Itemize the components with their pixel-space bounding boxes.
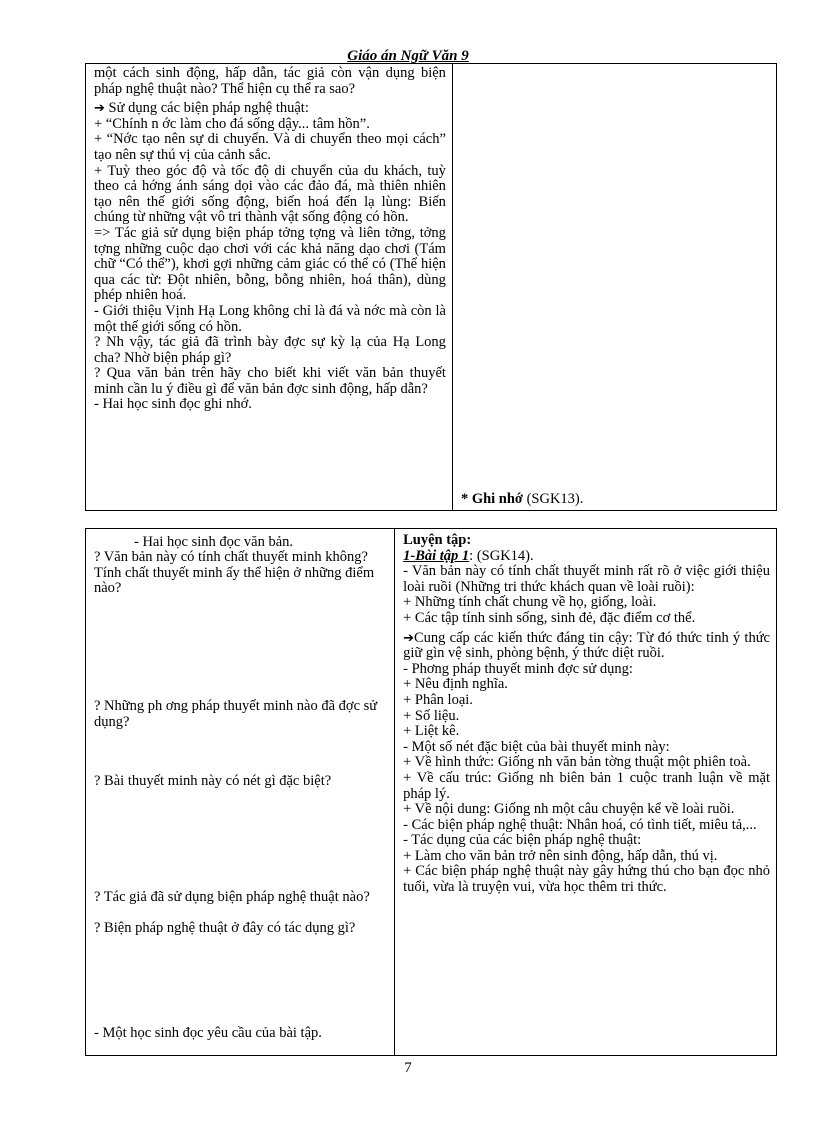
paragraph: + “Nớc tạo nên sự di chuyển. Và di chuyển theo mọi cách” tạo nên sự thú vị của cảnh sắc.	[94, 131, 446, 163]
paragraph: + Các biện pháp nghệ thuật này gây hứng thú cho bạn đọc nhỏ tuổi, vừa là truyện vui, vừa học thêm tri thức.	[403, 863, 770, 896]
paragraph: một cách sinh động, hấp dẫn, tác giả còn vận dụng biện pháp nghệ thuật nào? Thể hiện cụ thể ra sao?	[94, 65, 446, 97]
teacher-column	[86, 64, 453, 510]
content-column	[395, 529, 776, 1055]
paragraph: ➔Cung cấp các kiến thức đáng tin cậy: Từ đó thức tỉnh ý thức giữ gìn vệ sinh, phòng bệnh, ý thức diệt ruồi.	[403, 629, 770, 662]
paragraph: - Tác dụng của các biện pháp nghệ thuật:	[403, 832, 642, 849]
lesson-table-1	[85, 63, 777, 511]
question-item: ? Những ph ơng pháp thuyết minh nào đã đợc sử dụng?	[94, 698, 378, 730]
ghi-nho-note: * Ghi nhớ (SGK13).	[460, 491, 584, 507]
paragraph: - Một số nét đặc biệt của bài thuyết minh này:	[403, 738, 670, 755]
exercise-heading: 1-Bài tập 1: (SGK14).	[403, 547, 534, 564]
question-item: ? Văn bản này có tính chất thuyết minh không? Tính chất thuyết minh ấy thể hiện ở những điểm nào?	[94, 549, 375, 597]
paragraph: => Tác giả sử dụng biện pháp tởng tợng và liên tởng, tởng tợng những cuộc dạo chơi với các khả năng dạo chơi (Tám chữ “Có thể”), khơi gợi những cảm giác có thể có (Thể hiện qua các từ: Đột nhiên, bỗng, bỗng nhiên, hoá thân), dùng phép nhiên hoá.	[94, 224, 446, 304]
paragraph: + Nêu định nghĩa.	[403, 676, 508, 693]
question-item: - Một học sinh đọc yêu cầu của bài tập.	[94, 1025, 322, 1041]
page-number: 7	[404, 1060, 412, 1076]
teacher-column	[86, 529, 395, 1055]
paragraph: + Phân loại.	[403, 691, 473, 708]
paragraph: - Hai học sinh đọc ghi nhớ.	[94, 396, 252, 413]
teacher-content	[94, 66, 446, 413]
paragraph: + Những tính chất chung về họ, giống, loài.	[403, 594, 657, 611]
question-item: ? Biện pháp nghệ thuật ở đây có tác dụng gì?	[94, 920, 356, 936]
exercise-content	[403, 533, 770, 896]
right-arrow-icon: ➔	[94, 101, 105, 117]
question-item: ? Tác giả đã sử dụng biện pháp nghệ thuật nào?	[94, 889, 370, 905]
paragraph: + Liệt kê.	[403, 723, 460, 740]
question-item: ? Bài thuyết minh này có nét gì đặc biệt?	[94, 773, 332, 789]
paragraph: - Giới thiệu Vịnh Hạ Long không chỉ là đá và nớc mà còn là một thế giới sống có hồn.	[94, 302, 446, 335]
question-item: - Hai học sinh đọc văn bản.	[134, 534, 294, 550]
paragraph: - Các biện pháp nghệ thuật: Nhân hoá, có tình tiết, miêu tả,...	[403, 816, 757, 833]
section-title: Luyện tập:	[403, 532, 472, 548]
paragraph: - Phơng pháp thuyết minh đợc sử dụng:	[403, 660, 633, 677]
paragraph: + Các tập tính sinh sống, sinh đẻ, đặc điểm cơ thể.	[403, 609, 696, 626]
paragraph: + Về nội dung: Giống nh một câu chuyện kể về loài ruồi.	[403, 801, 735, 818]
page-header: Giáo án Ngữ Văn 9	[347, 48, 469, 64]
paragraph: + Về hình thức: Giống nh văn bản tờng thuật một phiên toà.	[403, 754, 751, 771]
right-arrow-icon: ➔	[403, 630, 415, 646]
content-column	[453, 64, 776, 510]
paragraph: ➔ Sử dụng các biện pháp nghệ thuật:	[94, 100, 309, 117]
paragraph: + Tuỳ theo góc độ và tốc độ di chuyển của du khách, tuỳ theo cả hớng ánh sáng dọi vào các đảo đá, mà thiên nhiên tạo nên thế giới sống động, biến hoá đến lạ lùng: Biến chúng từ những vật vô tri thành vật sống động có hồn.	[94, 162, 446, 226]
paragraph: + “Chính n ớc làm cho đá sống dậy... tâm hồn”.	[94, 115, 370, 132]
lesson-table-2	[85, 528, 777, 1056]
paragraph: ? Qua văn bản trên hãy cho biết khi viết văn bản thuyết minh cần lu ý điều gì để văn bản đợc sinh động, hấp dẫn?	[94, 365, 446, 397]
paragraph: + Làm cho văn bản trở nên sinh động, hấp dẫn, thú vị.	[403, 847, 718, 864]
paragraph: + Về cấu trúc: Giống nh biên bản 1 cuộc tranh luận về mặt pháp lý.	[403, 769, 770, 802]
paragraph: + Số liệu.	[403, 707, 460, 724]
paragraph: ? Nh vậy, tác giả đã trình bày đợc sự kỳ lạ của Hạ Long cha? Nhờ biện pháp gì?	[94, 334, 446, 366]
paragraph: - Văn bản này có tính chất thuyết minh rất rõ ở việc giới thiệu loài ruồi (Những tri thức khách quan về loài ruồi):	[403, 563, 770, 595]
